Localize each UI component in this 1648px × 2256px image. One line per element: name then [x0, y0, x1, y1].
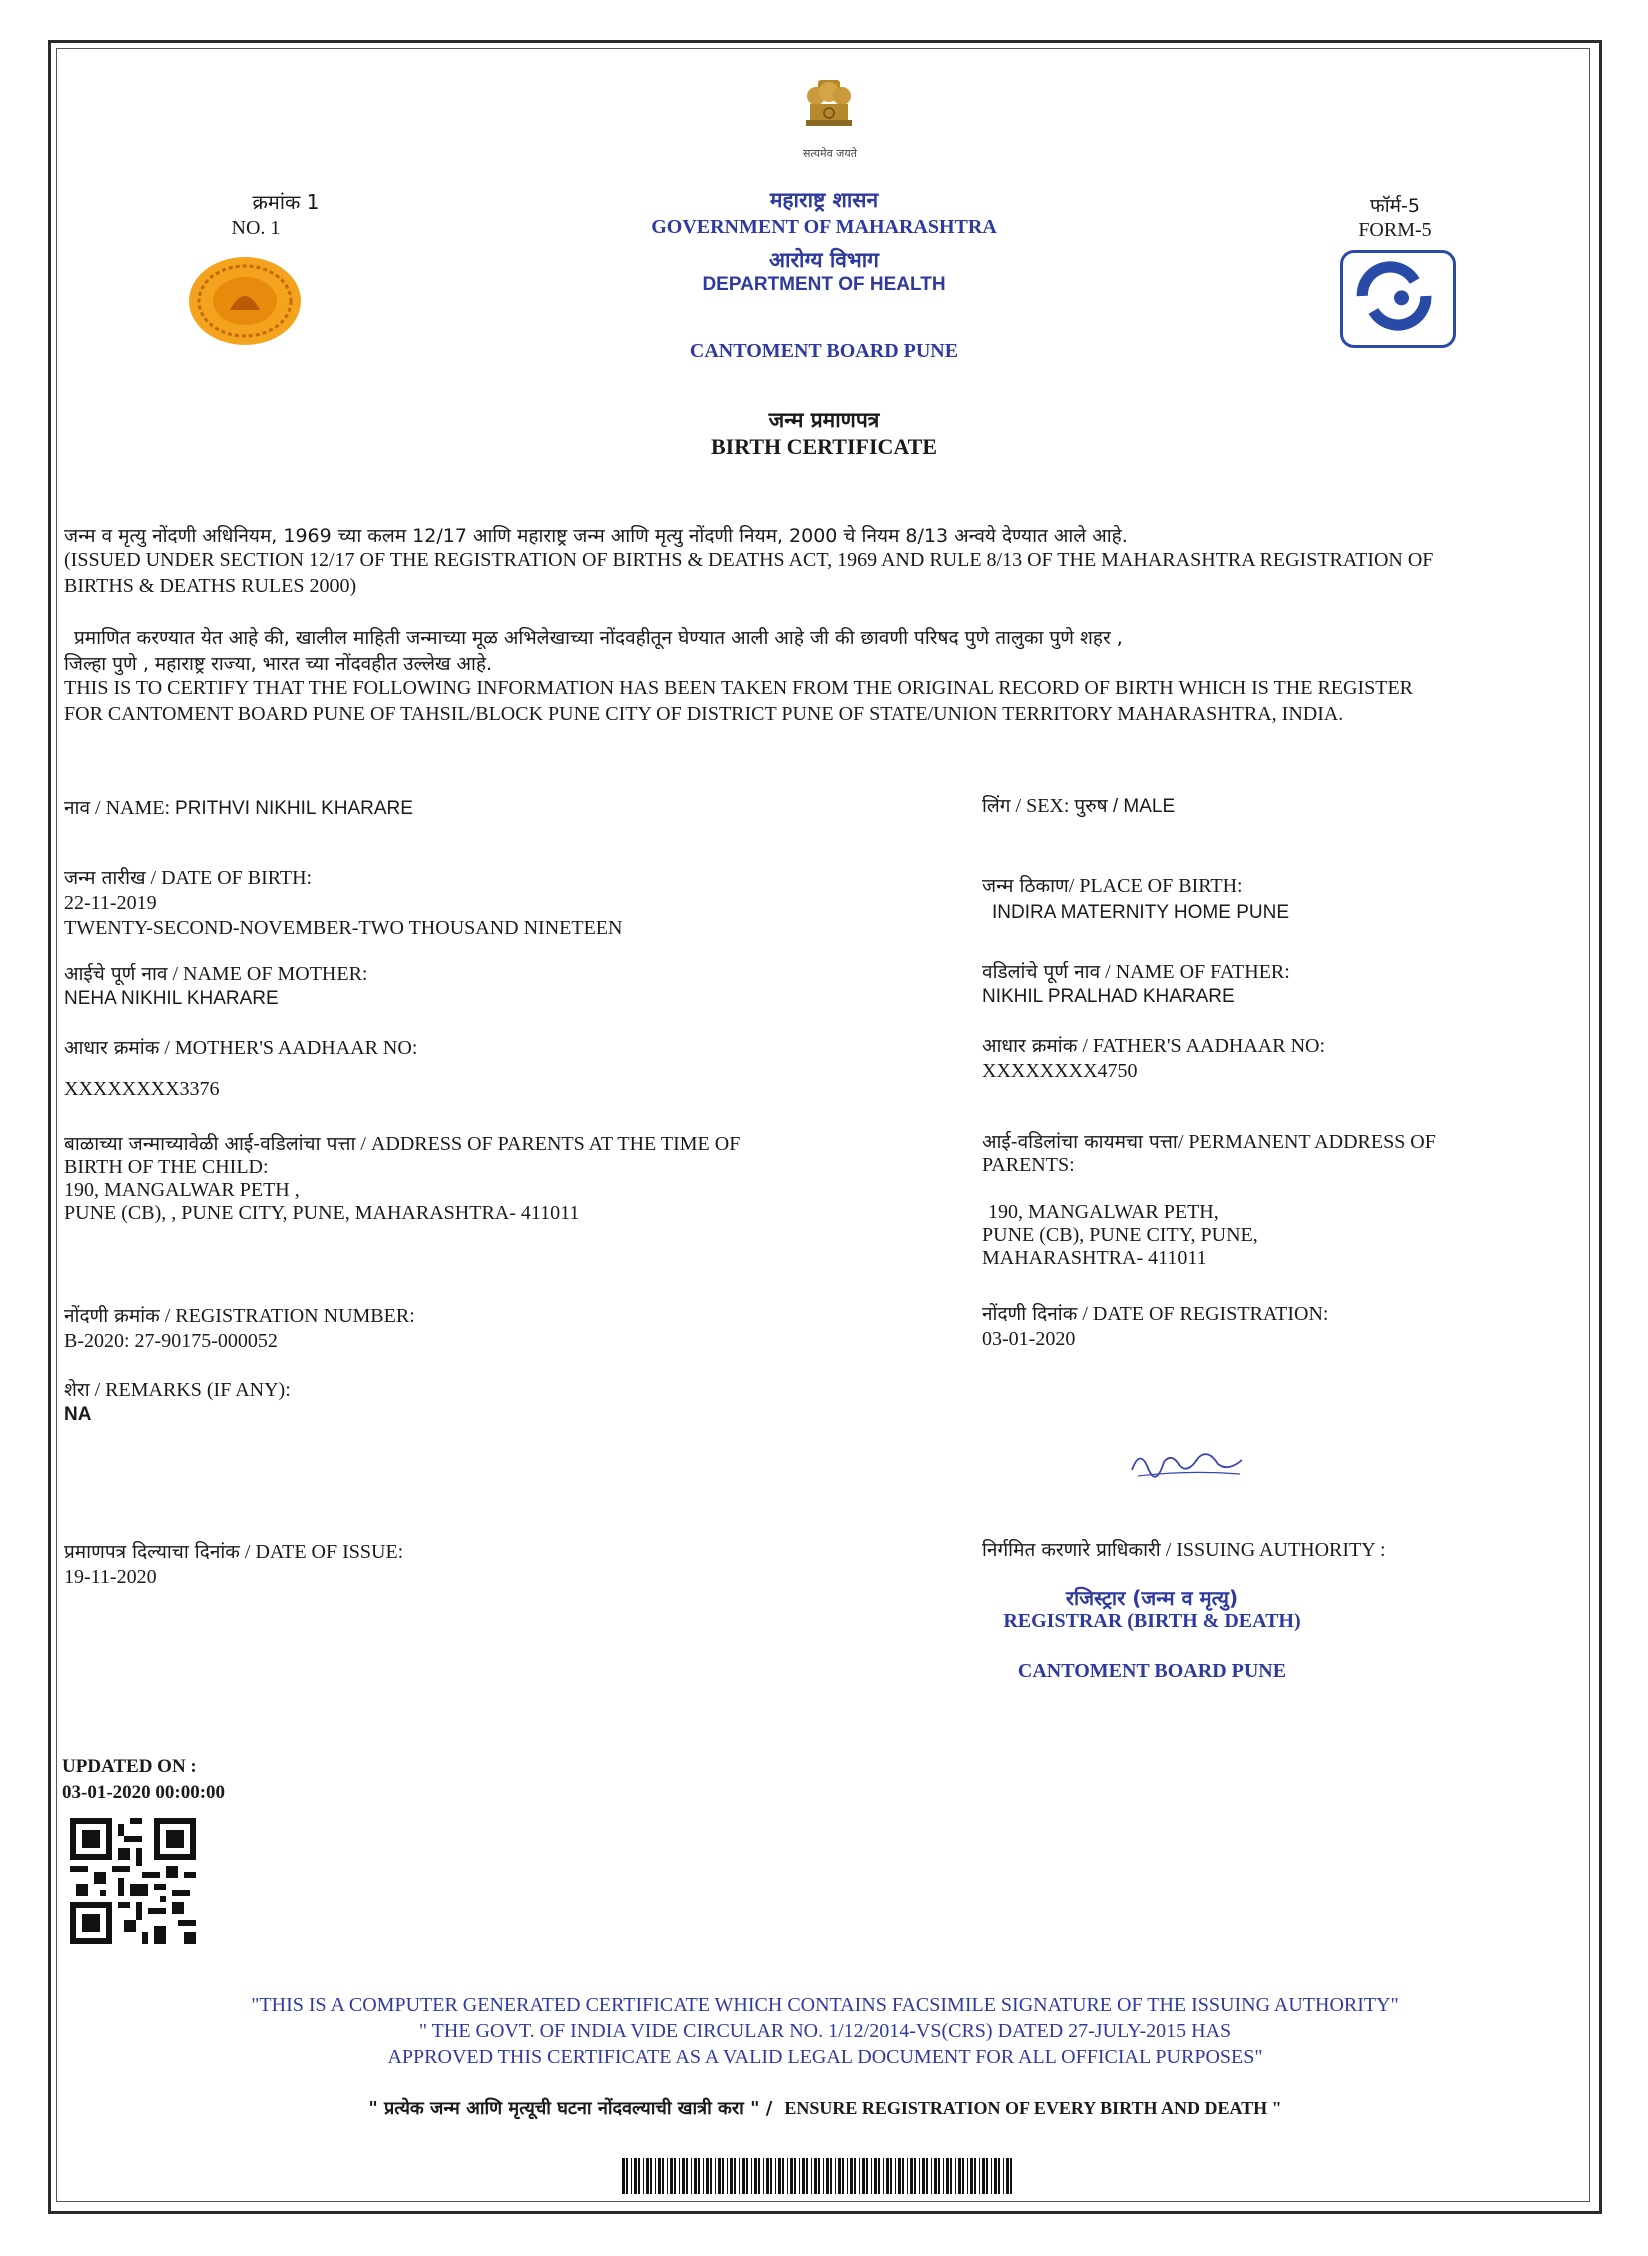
mother-label-mr: आईचे पूर्ण नाव — [64, 963, 168, 985]
certify-en-1: THIS IS TO CERTIFY THAT THE FOLLOWING INFORMATION HAS BEEN TAKEN FROM THE ORIGINAL RECORD OF BIRTH WHICH IS THE REGISTER — [64, 677, 1413, 699]
govt-title-mr: महाराष्ट्र शासन — [769, 188, 879, 212]
certify-en-2: FOR CANTOMENT BOARD PUNE OF TAHSIL/BLOCK PUNE CITY OF DISTRICT PUNE OF STATE/UNION TERRITORY MAHARASHTRA, INDIA. — [64, 703, 1344, 725]
father-aadhaar-label-en: / FATHER'S AADHAAR NO: — [1077, 1035, 1326, 1057]
father-aadhaar-label-mr: आधार क्रमांक — [982, 1035, 1078, 1057]
barcode-icon — [622, 2158, 1018, 2194]
addr-birth-value-1: 190, MANGALWAR PETH , — [64, 1179, 300, 1201]
issued-under-en-1: (ISSUED UNDER SECTION 12/17 OF THE REGISTRATION OF BIRTHS & DEATHS ACT, 1969 AND RULE 8/13 OF THE MAHARASHTRA REGISTRATION OF — [64, 549, 1434, 571]
mother-name-field — [64, 960, 944, 1010]
remarks-label-mr: शेरा — [64, 1379, 90, 1401]
mother-label-en: / NAME OF MOTHER: — [167, 963, 368, 985]
addr-birth-label-mr: बाळाच्या जन्माच्यावेळी आई-वडिलांचा पत्ता — [64, 1133, 356, 1155]
father-aadhaar-value: XXXXXXXX4750 — [982, 1060, 1138, 1082]
title-mr: जन्म प्रमाणपत्र — [768, 408, 880, 432]
pob-value: INDIRA MATERNITY HOME PUNE — [992, 902, 1289, 923]
name-label-en: / NAME: — [90, 797, 176, 819]
authority-signature — [1128, 1440, 1246, 1482]
reg-no-label-en: / REGISTRATION NUMBER: — [159, 1305, 415, 1327]
sex-label-mr: लिंग — [982, 795, 1011, 817]
name-label-mr: नाव — [64, 797, 91, 819]
updated-label: UPDATED ON : — [62, 1756, 197, 1777]
dob-field — [64, 864, 944, 940]
remarks-field — [64, 1376, 944, 1426]
dob-label-en: / DATE OF BIRTH: — [145, 867, 313, 889]
authority-label-en: / ISSUING AUTHORITY : — [1160, 1539, 1386, 1561]
remarks-value: NA — [64, 1404, 92, 1425]
crs-logo-icon — [1340, 250, 1456, 348]
addr-perm-value-2: PUNE (CB), PUNE CITY, PUNE, — [982, 1224, 1258, 1246]
mother-value: NEHA NIKHIL KHARARE — [64, 988, 279, 1009]
addr-perm-label-mr: आई-वडिलांचा कायमचा पत्ता — [982, 1131, 1178, 1153]
mother-aadhaar-label-mr: आधार क्रमांक — [64, 1037, 160, 1059]
slogan-mr: " प्रत्येक जन्म आणि मृत्यूची घटना नोंदवल्याची खात्री करा " / — [368, 2098, 773, 2119]
issue-date-field — [64, 1538, 944, 1589]
footer-note-3: APPROVED THIS CERTIFICATE AS A VALID LEGAL DOCUMENT FOR ALL OFFICIAL PURPOSES" — [387, 2046, 1263, 2068]
certify-mr-2: जिल्हा पुणे , महाराष्ट्र राज्या, भारत च्या नोंदवहीत उल्लेख आहे. — [64, 653, 493, 675]
title-en: BIRTH CERTIFICATE — [710, 434, 938, 459]
dob-value: 22-11-2019 — [64, 892, 157, 914]
addr-birth-label-en-2: BIRTH OF THE CHILD: — [64, 1156, 269, 1178]
issue-date-label-en: / DATE OF ISSUE: — [239, 1541, 404, 1563]
serial-label-en: NO. 1 — [231, 217, 281, 239]
reg-no-value: B-2020: 27-90175-000052 — [64, 1330, 278, 1352]
footer-note-2: " THE GOVT. OF INDIA VIDE CIRCULAR NO. 1/12/2014-VS(CRS) DATED 27-JULY-2015 HAS — [418, 2020, 1232, 2042]
father-label-mr: वडिलांचे पूर्ण नाव — [982, 961, 1101, 983]
footer-slogan — [100, 2096, 1550, 2120]
sex-value-mr: पुरुष — [1074, 795, 1108, 817]
addr-birth-label-en-1: / ADDRESS OF PARENTS AT THE TIME OF — [355, 1133, 741, 1155]
reg-date-label-en: / DATE OF REGISTRATION: — [1077, 1303, 1329, 1325]
pob-label-en: / PLACE OF BIRTH: — [1068, 875, 1243, 897]
footer-note-1: "THIS IS A COMPUTER GENERATED CERTIFICATE WHICH CONTAINS FACSIMILE SIGNATURE OF THE ISSUING AUTHORITY" — [251, 1994, 1399, 2016]
mother-aadhaar-value: XXXXXXXX3376 — [64, 1078, 220, 1100]
dept-title-en: DEPARTMENT OF HEALTH — [702, 274, 946, 295]
national-emblem-icon — [796, 76, 862, 148]
form-label-mr: फॉर्म-5 — [1370, 195, 1420, 217]
father-label-en: / NAME OF FATHER: — [1100, 961, 1290, 983]
name-field — [64, 794, 964, 820]
emblem-motto: सत्यमेव जयते — [802, 147, 857, 160]
remarks-label-en: / REMARKS (IF ANY): — [89, 1379, 291, 1401]
govt-title-en: GOVERNMENT OF MAHARASHTRA — [651, 216, 997, 238]
father-name-field — [982, 958, 1582, 1008]
dob-label-mr: जन्म तारीख — [64, 867, 146, 889]
addr-perm-label-en-2: PARENTS: — [982, 1154, 1075, 1176]
name-value: PRITHVI NIKHIL KHARARE — [175, 798, 413, 819]
mother-aadhaar-label-en: / MOTHER'S AADHAAR NO: — [159, 1037, 418, 1059]
slogan-en: ENSURE REGISTRATION OF EVERY BIRTH AND DEATH " — [784, 2098, 1282, 2118]
authority-office: CANTOMENT BOARD PUNE — [1017, 1660, 1287, 1682]
maharashtra-seal-icon — [186, 254, 304, 348]
authority-label-mr: निर्गमित करणारे प्राधिकारी — [982, 1539, 1161, 1561]
updated-value: 03-01-2020 00:00:00 — [62, 1782, 226, 1803]
issued-under-en-2: BIRTHS & DEATHS RULES 2000) — [64, 575, 357, 597]
sex-field — [982, 792, 1582, 818]
reg-date-label-mr: नोंदणी दिनांक — [982, 1303, 1078, 1325]
addr-perm-value-1: 190, MANGALWAR PETH, — [988, 1201, 1219, 1223]
office-name: CANTOMENT BOARD PUNE — [689, 340, 959, 362]
mother-aadhaar-field — [64, 1034, 944, 1101]
reg-no-label-mr: नोंदणी क्रमांक — [64, 1305, 160, 1327]
form-label-en: FORM-5 — [1358, 219, 1432, 241]
issue-date-value: 19-11-2020 — [64, 1566, 157, 1588]
permanent-address-field — [982, 1128, 1582, 1270]
father-aadhaar-field — [982, 1032, 1582, 1083]
authority-title-mr: रजिस्ट्रार (जन्म व मृत्यु) — [1065, 1586, 1239, 1610]
issued-under-mr: जन्म व मृत्यु नोंदणी अधिनियम, 1969 च्या कलम 12/17 आणि महाराष्ट्र जन्म आणि मृत्यु नोंदणी नियम, 2000 चे नियम 8/13 अन्वये देण्यात आले आहे. — [64, 525, 1128, 547]
dept-title-mr: आरोग्य विभाग — [768, 248, 880, 272]
addr-birth-value-2: PUNE (CB), , PUNE CITY, PUNE, MAHARASHTRA- 411011 — [64, 1202, 580, 1224]
sex-label-en: / SEX: — [1010, 795, 1075, 817]
registration-date-field — [982, 1300, 1582, 1351]
birth-address-field — [64, 1130, 964, 1225]
pob-label-mr: जन्म ठिकाण — [982, 875, 1069, 897]
reg-date-value: 03-01-2020 — [982, 1328, 1076, 1350]
issuing-authority-field — [982, 1536, 1582, 1562]
pob-field — [982, 872, 1582, 924]
father-value: NIKHIL PRALHAD KHARARE — [982, 986, 1235, 1007]
certify-mr-1: प्रमाणित करण्यात येत आहे की, खालील माहिती जन्माच्या मूळ अभिलेखाच्या नोंदवहीतून घेण्यात आली आहे जी की छावणी परिषद पुणे तालुका पुणे शहर , — [74, 627, 1123, 649]
registration-number-field — [64, 1302, 944, 1353]
dob-words: TWENTY-SECOND-NOVEMBER-TWO THOUSAND NINETEEN — [64, 917, 623, 939]
issue-date-label-mr: प्रमाणपत्र दिल्याचा दिनांक — [64, 1541, 240, 1563]
addr-perm-label-en-1: / PERMANENT ADDRESS OF — [1177, 1131, 1436, 1153]
inner-border — [56, 48, 1590, 2202]
sex-value-en: / MALE — [1107, 796, 1176, 817]
authority-title-en: REGISTRAR (BIRTH & DEATH) — [1003, 1610, 1301, 1632]
qr-code-icon — [70, 1818, 196, 1944]
serial-label-mr: क्रमांक 1 — [252, 190, 320, 214]
addr-perm-value-3: MAHARASHTRA- 411011 — [982, 1247, 1207, 1269]
